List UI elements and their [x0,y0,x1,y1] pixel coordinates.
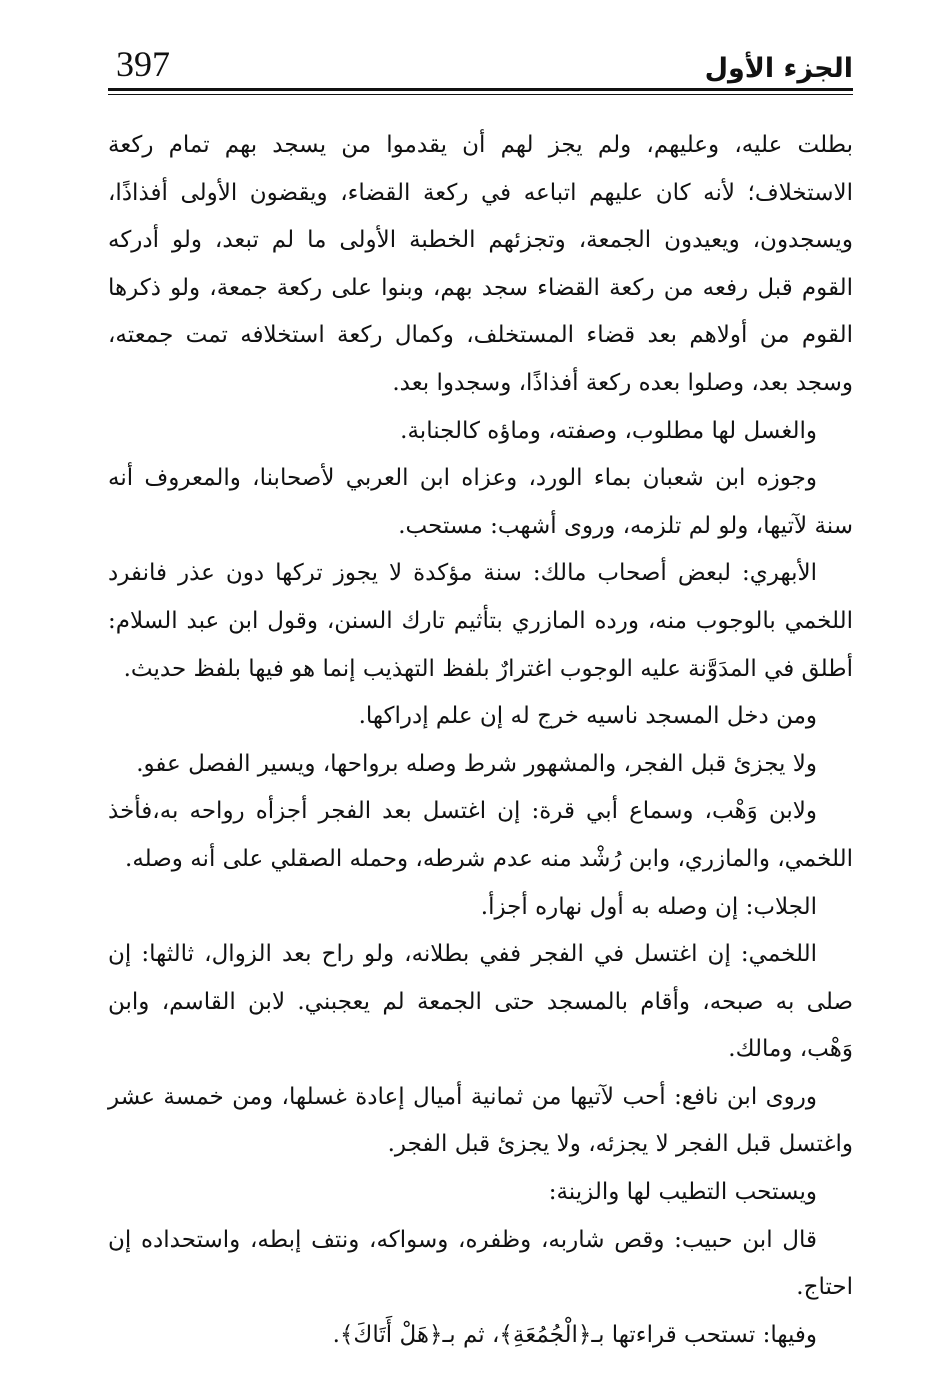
paragraph: وروى ابن نافع: أحب لآتيها من ثمانية أميال إعادة غسلها، ومن خمسة عشر واغتسل قبل الفجر لا يجزئه، ولا يجزئ قبل الفجر. [108,1083,853,1158]
paragraph: ولابن وَهْب، وسماع أبي قرة: إن اغتسل بعد الفجر أجزأه رواحه به،فأخذ اللخمي، والمازري، وابن رُشْد منه عدم شرطه، وحمله الصقلي على أنه وصله. [108,798,853,872]
paragraph: قال ابن حبيب: وقص شاربه، وظفره، وسواكه، ونتف إبطه، واستحداده إن احتاج. [108,1226,853,1301]
body-text [108,122,853,1359]
header-rule-thin [108,94,853,95]
paragraph: والغسل لها مطلوب، وصفته، وماؤه كالجنابة. [400,417,817,444]
paragraph: وفيها: تستحب قراءتها بـ﴿الْجُمُعَةِ﴾، ثم بـ﴿هَلْ أَتَاكَ﴾. [332,1321,817,1348]
paragraph: ولا يجزئ قبل الفجر، والمشهور شرط وصله برواحها، ويسير الفصل عفو. [136,750,817,777]
header-rule-thick [108,88,853,91]
page-number: 397 [116,44,170,84]
paragraph: وجوزه ابن شعبان بماء الورد، وعزاه ابن العربي لأصحابنا، والمعروف أنه سنة لآتيها، ولو لم تلزمه، وروى أشهب: مستحب. [108,465,853,539]
paragraph: الأبهري: لبعض أصحاب مالك: سنة مؤكدة لا يجوز تركها دون عذر فانفرد اللخمي بالوجوب منه، ورده المازري بتأثيم تارك السنن، وقول ابن عبد السلام: أطلق في المدَوَّنة عليه الوجوب اغترارٌ بلفظ التهذيب إنما هو فيها بلفظ حديث. [108,560,853,682]
paragraph: ومن دخل المسجد ناسيه خرج له إن علم إدراكها. [358,703,817,730]
paragraph: الجلاب: إن وصله به أول نهاره أجزأ. [480,893,817,920]
running-head: الجزء الأول [704,53,853,84]
page-header [108,40,853,92]
paragraph: بطلت عليه، وعليهم، ولم يجز لهم أن يقدموا من يسجد بهم تمام ركعة الاستخلاف؛ لأنه كان عليهم اتباعه في ركعة القضاء، ويقضون الأولى أفذاذًا، ويسجدون، ويعيدون الجمعة، وتجزئهم الخطبة الأولى ما لم تبعد، ولو أدركه القوم قبل رفعه من ركعة القضاء سجد بهم، وبنوا على ركعة جمعة، ولو ذكرها القوم من أولاهم بعد قضاء المستخلف، وكمال ركعة استخلافه تمت جمعته، وسجد بعد، وصلوا بعده ركعة أفذاذًا، وسجدوا بعد. [108,132,853,396]
paragraph: ويستحب التطيب لها والزينة: [548,1179,817,1206]
paragraph: اللخمي: إن اغتسل في الفجر ففي بطلانه، ولو راح بعد الزوال، ثالثها: إن صلى به صبحه، وأقام بالمسجد حتى الجمعة لم يعجبني. لابن القاسم، وابن وَهْب، ومالك. [108,941,853,1063]
